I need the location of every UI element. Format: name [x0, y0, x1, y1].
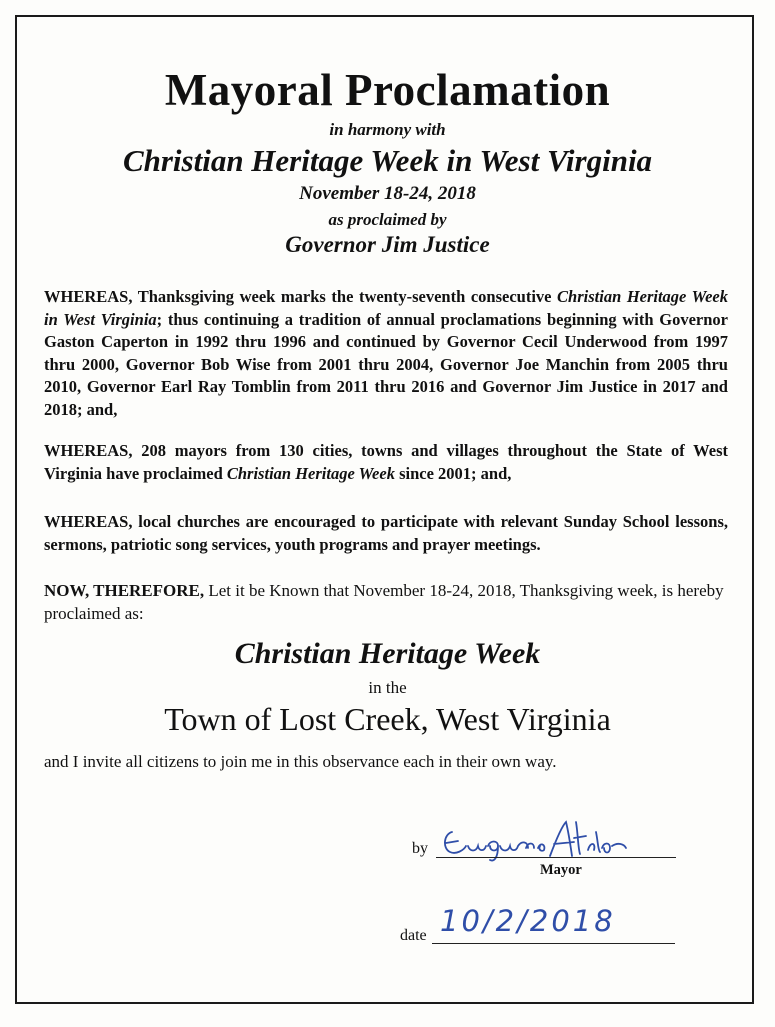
p1-emphasis: Christian Heritage Week in West Virginia	[44, 287, 728, 329]
now-therefore-paragraph	[44, 580, 728, 625]
town-name: Town of Lost Creek, West Virginia	[164, 701, 611, 737]
now-therefore-lead: NOW, THEREFORE,	[44, 581, 205, 600]
p1-text-a: WHEREAS, Thanksgiving week marks the twenty-seventh consecutive	[44, 287, 558, 306]
whereas-paragraph-3: WHEREAS, local churches are encouraged to participate with relevant Sunday School lessons, sermons, patriotic song services, youth programs and prayer meetings.	[44, 512, 728, 554]
p2-emphasis: Christian Heritage Week	[226, 463, 395, 483]
mayor-label: Mayor	[540, 862, 582, 878]
p2-text-a: WHEREAS, 208 mayors from 130 cities, towns and villages throughout the State of West Virginia have proclaimed	[44, 441, 728, 483]
signature-line	[436, 857, 676, 858]
proclaimed-week-name: Christian Heritage Week	[234, 637, 541, 670]
date-line	[432, 943, 675, 944]
proclaimed-by-line: as proclaimed by	[328, 210, 447, 229]
document-title: Mayoral Proclamation	[164, 65, 611, 115]
week-dates: November 18-24, 2018	[299, 183, 476, 204]
governor-name: Governor Jim Justice	[285, 232, 490, 257]
p1-text-b: ; thus continuing a tradition of annual proclamations beginning with Governor Gaston Caperton in 1992 thru 1996 and continued by Governor Cecil Underwood from 1997 thru 2000, Governor Bob Wise from 2001 thru 2004, Governor Joe Manchin from 2005 thru 2010, Governor Earl Ray Tomblin from 2011 thru 2016 and Governor Jim Justice in 2017 and 2018; and,	[44, 309, 729, 419]
handwritten-date: 10/2/2018	[440, 904, 616, 938]
now-therefore-text: Let it be Known that November 18-24, 2018, Thanksgiving week, is hereby proclaimed as:	[44, 581, 724, 623]
date-label: date	[400, 927, 427, 944]
whereas-paragraph-1	[44, 286, 728, 421]
in-the-label: in the	[368, 678, 407, 697]
invitation-text: and I invite all citizens to join me in this observance each in their own way.	[44, 752, 557, 771]
whereas-paragraph-2	[44, 440, 728, 485]
harmony-line: in harmony with	[329, 120, 446, 139]
by-label: by	[412, 840, 428, 857]
heritage-week-title: Christian Heritage Week in West Virginia	[122, 143, 653, 178]
p2-text-b: since 2001; and,	[394, 463, 512, 483]
